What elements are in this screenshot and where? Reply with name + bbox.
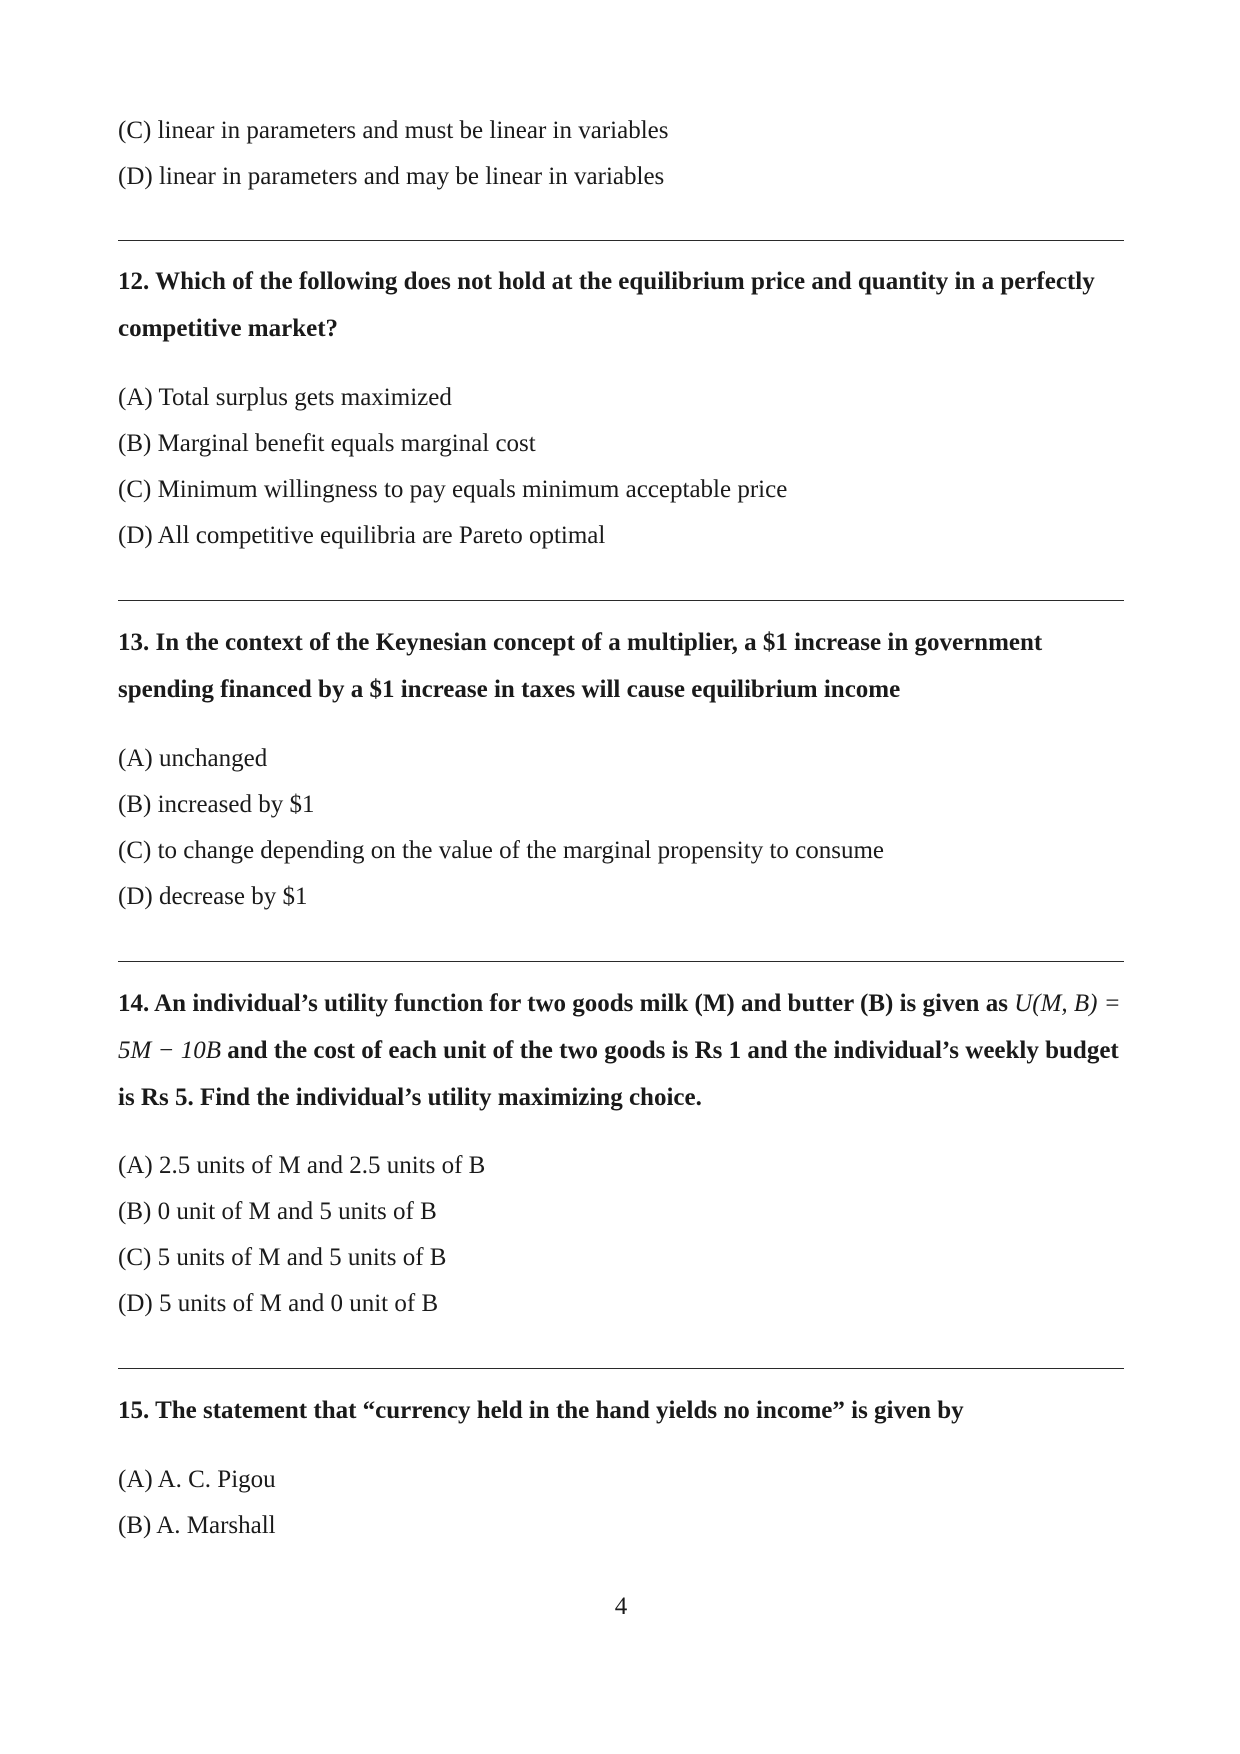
question-number: 14. xyxy=(118,990,150,1017)
utility-formula: U(M, B) = 5M − 10B xyxy=(118,990,1121,1064)
divider-rule xyxy=(118,600,1124,601)
question-text: Which of the following does not hold at the equilibrium price and quantity in a perfectly competitive market? xyxy=(118,268,1095,342)
option-12-c: (C) Minimum willingness to pay equals minimum acceptable price xyxy=(118,476,788,503)
option-13-c: (C) to change depending on the value of the marginal propensity to consume xyxy=(118,837,885,864)
option-14-b: (B) 0 unit of M and 5 units of B xyxy=(118,1198,437,1225)
option-14-a: (A) 2.5 units of M and 2.5 units of B xyxy=(118,1152,486,1179)
divider-rule xyxy=(118,961,1124,962)
exam-page xyxy=(118,0,1124,1754)
option-15-a: (A) A. C. Pigou xyxy=(118,1466,276,1493)
question-text-continued: and the cost of each unit of the two goods is Rs 1 and the individual’s weekly budget is Rs 5. Find the individual’s utility maximizing choice. xyxy=(118,1037,1119,1111)
option-13-a: (A) unchanged xyxy=(118,745,268,772)
question-13 xyxy=(118,619,1124,713)
option-11-c: (C) linear in parameters and must be linear in variables xyxy=(118,117,669,144)
page-number: 4 xyxy=(614,1593,628,1620)
divider-rule xyxy=(118,240,1124,241)
option-12-d: (D) All competitive equilibria are Pareto optimal xyxy=(118,522,606,549)
question-text: In the context of the Keynesian concept of a multiplier, a $1 increase in government spending financed by a $1 increase in taxes will cause equilibrium income xyxy=(118,629,1043,703)
question-number: 12. xyxy=(118,268,150,295)
question-14 xyxy=(118,980,1124,1121)
option-12-b: (B) Marginal benefit equals marginal cost xyxy=(118,430,536,457)
option-12-a: (A) Total surplus gets maximized xyxy=(118,384,452,411)
option-13-d: (D) decrease by $1 xyxy=(118,883,308,910)
question-text: The statement that “currency held in the hand yields no income” is given by xyxy=(155,1397,964,1424)
option-11-d: (D) linear in parameters and may be linear in variables xyxy=(118,163,665,190)
question-text: An individual’s utility function for two goods milk (M) and butter (B) is given as xyxy=(154,990,1008,1017)
question-12 xyxy=(118,258,1124,352)
option-13-b: (B) increased by $1 xyxy=(118,791,315,818)
question-number: 13. xyxy=(118,629,150,656)
option-14-c: (C) 5 units of M and 5 units of B xyxy=(118,1244,447,1271)
question-number: 15. xyxy=(118,1397,150,1424)
option-15-b: (B) A. Marshall xyxy=(118,1512,276,1539)
option-14-d: (D) 5 units of M and 0 unit of B xyxy=(118,1290,439,1317)
divider-rule xyxy=(118,1368,1124,1369)
question-15 xyxy=(118,1387,1124,1434)
